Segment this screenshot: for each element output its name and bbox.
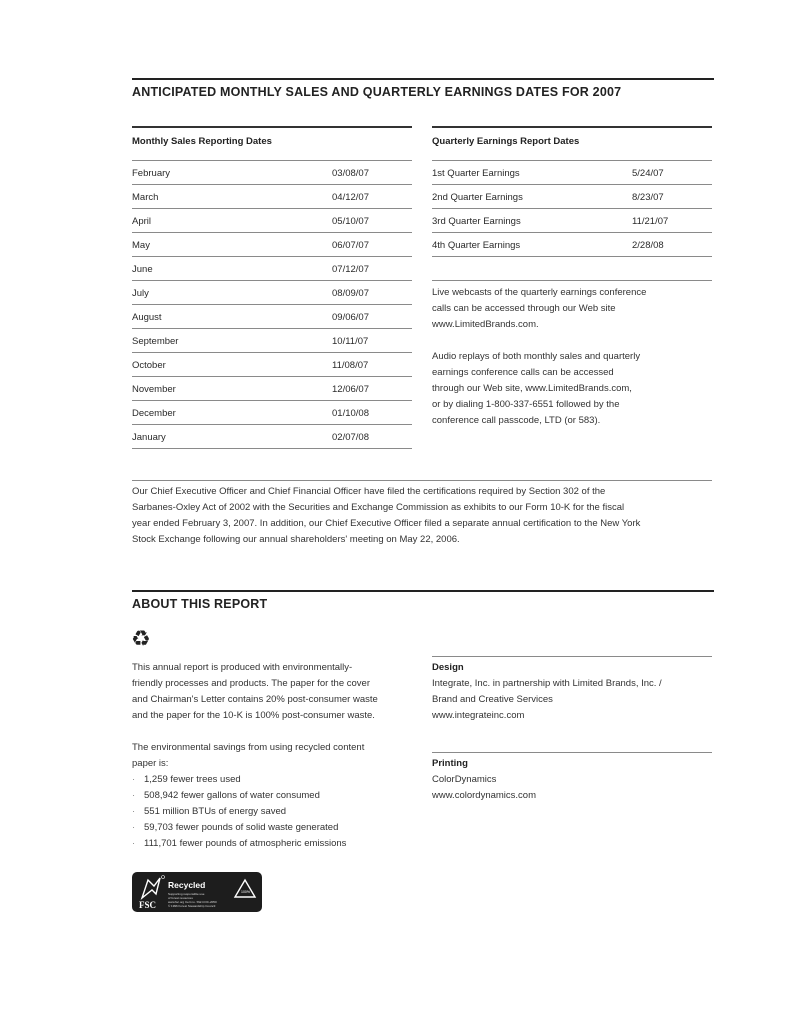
row-label: May — [132, 240, 150, 251]
row-date: 11/21/07 — [632, 216, 669, 227]
section-title-about: ABOUT THIS REPORT — [132, 597, 268, 611]
fsc-text: FSC — [139, 900, 157, 910]
row-label: December — [132, 408, 176, 419]
design-url: www.integrateinc.com — [432, 710, 525, 721]
recycle-icon: ♻ — [131, 626, 151, 651]
section-top-rule — [132, 78, 714, 80]
row-label: June — [132, 264, 153, 275]
printing-url: www.colordynamics.com — [432, 790, 536, 801]
quarterly-earnings-row — [432, 161, 712, 185]
replay-line: Audio replays of both monthly sales and quarterly — [432, 351, 641, 362]
monthly-sales-row — [132, 329, 412, 353]
savings-bullet: · 1,259 fewer trees used — [132, 772, 422, 788]
monthly-table-top-rule — [132, 126, 412, 128]
monthly-table-heading: Monthly Sales Reporting Dates — [132, 136, 272, 147]
certification-paragraph — [132, 484, 722, 548]
monthly-sales-row — [132, 185, 412, 209]
printing-line: ColorDynamics — [432, 774, 497, 785]
monthly-sales-row — [132, 305, 412, 329]
row-label: July — [132, 288, 149, 299]
monthly-sales-table — [132, 161, 412, 449]
fsc-small-line: of forest resources — [168, 896, 193, 900]
row-label: 2nd Quarter Earnings — [432, 192, 523, 203]
quarterly-earnings-row — [432, 233, 712, 257]
replay-line: through our Web site, www.LimitedBrands.com, — [432, 383, 632, 394]
webcast-rule — [432, 280, 712, 281]
row-label: September — [132, 336, 179, 347]
section-title-dates: ANTICIPATED MONTHLY SALES AND QUARTERLY EARNINGS DATES FOR 2007 — [132, 85, 622, 99]
row-date: 06/07/07 — [332, 240, 369, 251]
row-date: 09/06/07 — [332, 312, 369, 323]
design-credit — [432, 660, 722, 724]
webcast-info — [432, 285, 717, 429]
printing-credit — [432, 756, 722, 804]
monthly-sales-row — [132, 257, 412, 281]
printing-rule — [432, 752, 712, 753]
fsc-percent: 100% — [241, 890, 250, 894]
about-left-column — [132, 660, 422, 852]
row-label: November — [132, 384, 176, 395]
fsc-recycled-logo — [132, 872, 262, 912]
row-date: 11/08/07 — [332, 360, 369, 371]
row-date: 5/24/07 — [632, 168, 664, 179]
fsc-registered-mark — [162, 876, 165, 879]
row-label: March — [132, 192, 159, 203]
replay-line: conference call passcode, LTD (or 583). — [432, 415, 601, 426]
design-rule — [432, 656, 712, 657]
printing-heading: Printing — [432, 758, 468, 769]
certification-line: Sarbanes-Oxley Act of 2002 with the Securities and Exchange Commission as exhibits to our Form 10-K for the fiscal — [132, 502, 625, 513]
row-date: 01/10/08 — [332, 408, 369, 419]
row-label: August — [132, 312, 162, 323]
row-date: 12/06/07 — [332, 384, 369, 395]
intro-line: and the paper for the 10-K is 100% post-consumer waste. — [132, 710, 375, 721]
webcast-line: calls can be accessed through our Web site — [432, 303, 616, 314]
recycle-triangle-icon — [235, 880, 255, 897]
monthly-sales-row — [132, 425, 412, 449]
about-top-rule — [132, 590, 714, 592]
certification-line: year ended February 3, 2007. In addition, our Chief Executive Officer filed a separate annual certification to the New York — [132, 518, 641, 529]
monthly-sales-row — [132, 233, 412, 257]
quarterly-earnings-table — [432, 161, 712, 257]
certification-rule — [132, 480, 712, 481]
row-date: 02/07/08 — [332, 432, 369, 443]
row-date: 08/09/07 — [332, 288, 369, 299]
row-label: 4th Quarter Earnings — [432, 240, 521, 251]
intro-line: and Chairman's Letter contains 20% post-consumer waste — [132, 694, 378, 705]
replay-line: or by dialing 1-800-337-6551 followed by the — [432, 399, 620, 410]
quarterly-table-top-rule — [432, 126, 712, 128]
savings-line: paper is: — [132, 758, 169, 769]
monthly-sales-row — [132, 281, 412, 305]
design-line: Brand and Creative Services — [432, 694, 553, 705]
quarterly-earnings-row — [432, 185, 712, 209]
row-date: 8/23/07 — [632, 192, 664, 203]
row-date: 07/12/07 — [332, 264, 369, 275]
row-date: 05/10/07 — [332, 216, 369, 227]
savings-line: The environmental savings from using recycled content — [132, 742, 365, 753]
fsc-recycled-label: Recycled — [168, 880, 206, 890]
row-date: 03/08/07 — [332, 168, 369, 179]
replay-line: earnings conference calls can be accessed — [432, 367, 614, 378]
savings-bullet: · 111,701 fewer pounds of atmospheric emissions — [132, 836, 422, 852]
monthly-sales-row — [132, 377, 412, 401]
design-line: Integrate, Inc. in partnership with Limited Brands, Inc. / — [432, 678, 662, 689]
row-label: February — [132, 168, 171, 179]
row-date: 10/11/07 — [332, 336, 369, 347]
fsc-tree-icon — [142, 878, 160, 898]
certification-line: Our Chief Executive Officer and Chief Financial Officer have filed the certifications required by Section 302 of the — [132, 486, 606, 497]
monthly-sales-row — [132, 353, 412, 377]
monthly-sales-row — [132, 209, 412, 233]
fsc-small-line: www.fsc.org Cert no. SW-COC-2050 — [168, 900, 217, 904]
quarterly-earnings-row — [432, 209, 712, 233]
row-label: January — [132, 432, 166, 443]
row-label: April — [132, 216, 152, 227]
monthly-sales-row — [132, 161, 412, 185]
row-label: 3rd Quarter Earnings — [432, 216, 521, 227]
design-heading: Design — [432, 662, 464, 673]
savings-bullet: · 551 million BTUs of energy saved — [132, 804, 422, 820]
certification-line: Stock Exchange following our annual shareholders' meeting on May 22, 2006. — [132, 534, 460, 545]
intro-line: friendly processes and products. The paper for the cover — [132, 678, 370, 689]
fsc-small-line: Supporting responsible use — [168, 892, 205, 896]
intro-line: This annual report is produced with environmentally- — [132, 662, 353, 673]
row-label: 1st Quarter Earnings — [432, 168, 520, 179]
monthly-sales-row — [132, 401, 412, 425]
row-date: 2/28/08 — [632, 240, 664, 251]
webcast-line: Live webcasts of the quarterly earnings conference — [432, 287, 647, 298]
row-label: October — [132, 360, 166, 371]
row-date: 04/12/07 — [332, 192, 369, 203]
savings-bullet: · 508,942 fewer gallons of water consumed — [132, 788, 422, 804]
fsc-small-line: © 1996 Forest Stewardship Council — [168, 904, 216, 908]
savings-bullet: · 59,703 fewer pounds of solid waste generated — [132, 820, 422, 836]
quarterly-table-heading: Quarterly Earnings Report Dates — [432, 136, 580, 147]
webcast-line: www.LimitedBrands.com. — [432, 319, 539, 330]
